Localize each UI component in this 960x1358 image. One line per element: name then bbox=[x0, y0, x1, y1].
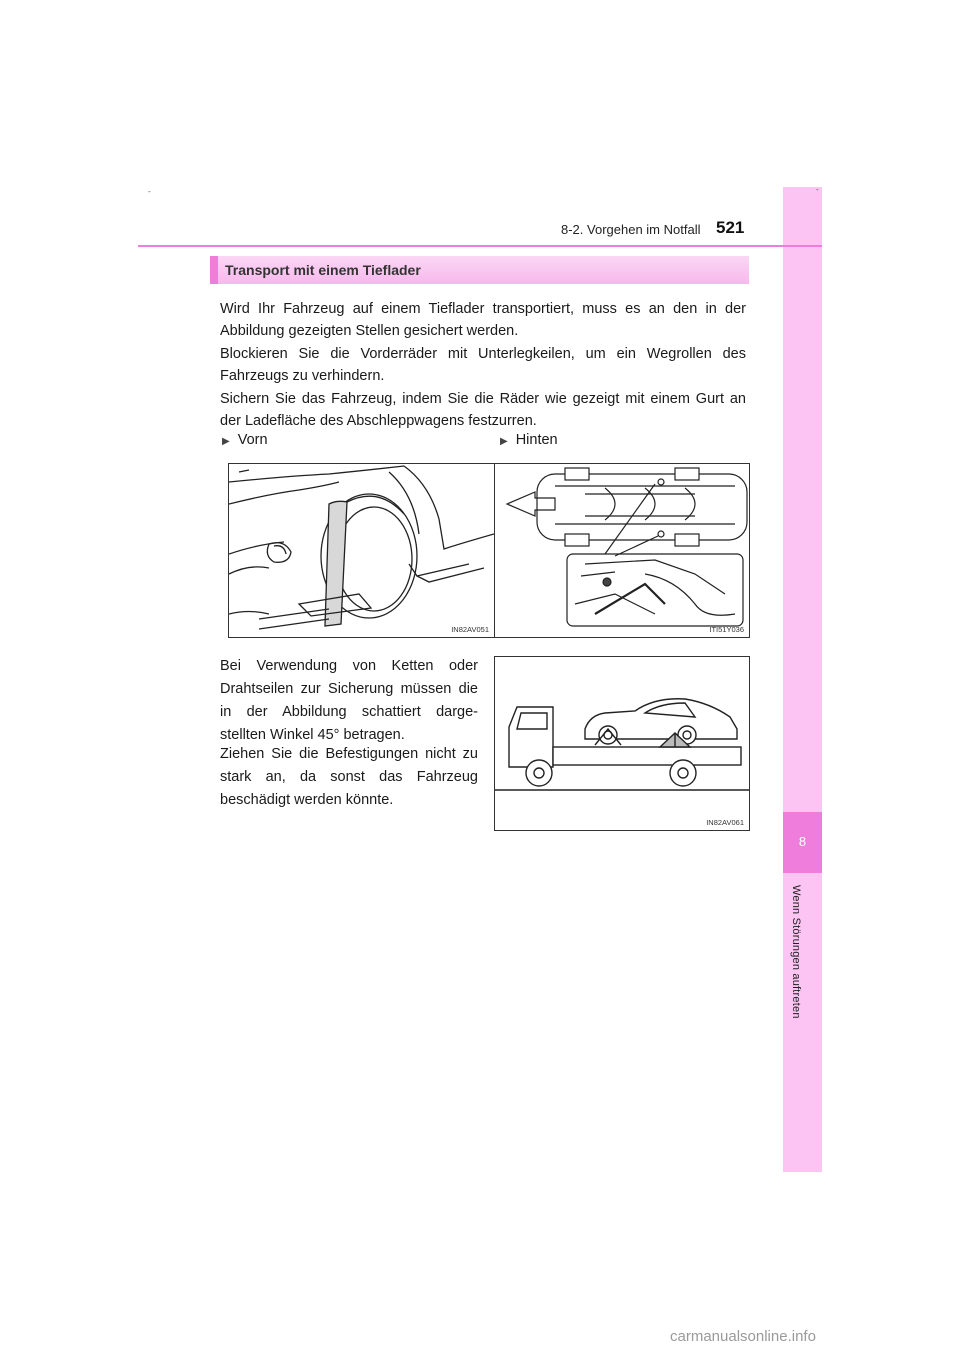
paragraph-3: Sichern Sie das Fahrzeug, indem Sie die Räder wie gezeigt mit einem Gurt an der Ladefläche des Abschleppwagens festzurren. bbox=[220, 391, 746, 429]
triangle-bullet-icon: ▶ bbox=[222, 436, 230, 447]
heading-bar-accent bbox=[210, 256, 218, 284]
page-number: 521 bbox=[716, 218, 745, 237]
paragraph-chains: Bei Verwendung von Ketten oder Drahtseilen zur Sicherung müssen die in der Abbildung schattiert darge-stellten Winkel 45° betragen. bbox=[220, 658, 478, 743]
header-divider bbox=[138, 245, 822, 247]
paragraph-tightening: Ziehen Sie die Befestigungen nicht zu stark an, da sonst das Fahrzeug beschädigt werden könnte. bbox=[220, 746, 478, 808]
chapter-label-box bbox=[790, 885, 814, 1085]
truck-figure-code: IN82AV061 bbox=[706, 818, 744, 827]
front-label bbox=[222, 432, 268, 448]
side-tick-mark: - bbox=[816, 185, 819, 194]
section-heading: Transport mit einem Tieflader bbox=[225, 262, 421, 278]
front-label-text: Vorn bbox=[237, 432, 268, 448]
rear-figure-code: ITI51Y036 bbox=[709, 625, 744, 634]
truck-drawing bbox=[495, 657, 749, 830]
paragraph-2: Blockieren Sie die Vorderräder mit Unterlegkeilen, um ein Wegrollen des Fahrzeugs zu verhindern. bbox=[220, 346, 746, 384]
rear-label-text: Hinten bbox=[515, 432, 558, 448]
front-wheel-drawing bbox=[229, 464, 494, 637]
truck-transport-illustration bbox=[494, 656, 750, 831]
triangle-bullet-icon: ▶ bbox=[500, 436, 508, 447]
watermark: carmanualsonline.info bbox=[670, 1328, 816, 1345]
paragraph-1: Wird Ihr Fahrzeug auf einem Tieflader transportiert, muss es an den in der Abbildung gezeigten Stellen gesichert werden. bbox=[220, 301, 746, 339]
chapter-number: 8 bbox=[798, 834, 807, 849]
front-tiedown-illustration bbox=[228, 463, 495, 638]
chapter-number-tab bbox=[783, 812, 822, 873]
section-title: 8-2. Vorgehen im Notfall bbox=[561, 222, 701, 237]
chapter-label: Wenn Störungen auftreten bbox=[790, 885, 802, 1019]
front-figure-code: IN82AV051 bbox=[451, 625, 489, 634]
header-tick-mark: - bbox=[148, 187, 151, 196]
rear-tiedown-illustration bbox=[494, 463, 750, 638]
underbody-drawing bbox=[495, 464, 749, 637]
rear-label bbox=[500, 432, 558, 448]
